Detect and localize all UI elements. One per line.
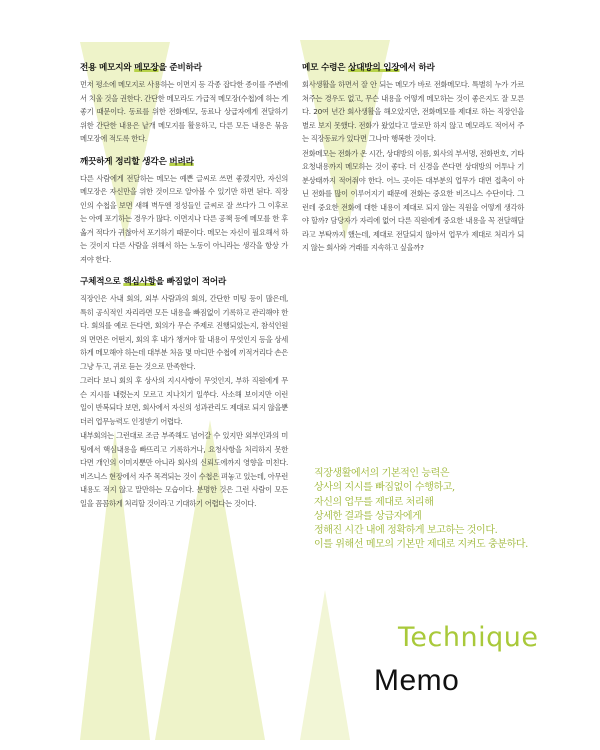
section-heading: 전용 메모지와 메모장을 준비하라 bbox=[80, 63, 202, 73]
heading-highlight: 메모장 bbox=[134, 63, 159, 73]
heading-highlight: 상대방의 입장 bbox=[348, 63, 400, 73]
title-technique: Technique bbox=[398, 622, 539, 653]
section-paragraph: 직장인은 사내 회의, 외부 사람과의 회의, 간단한 미팅 등이 많은데, 특히 공식적인 자리라면 모든 내용을 빠짐없이 기록하고 관리해야 한다. 회의를 예로 든다면, 회의가 무슨 주제로 진행되었는지, 참석인원의 면면은 어떤지, 회의 후 내가 챙겨야 할 내용이 무엇인지 등을 상세하게 메모해야 하는데 대부분 처음 몇 마디만 수첩에 끼적거리다 손은 그냥 두고, 귀로 듣는 것으로 만족한다. bbox=[80, 294, 288, 371]
pull-quote bbox=[314, 467, 554, 553]
pull-quote-line: 직장생활에서의 기본적인 능력은 bbox=[314, 468, 450, 479]
section-heading: 구체적으로 핵심사항을 빠짐없이 적어라 bbox=[80, 277, 227, 287]
pull-quote-line: 자신의 업무를 제대로 처리해 bbox=[314, 496, 434, 508]
section-heading: 메모 수령은 상대방의 입장에서 하라 bbox=[302, 63, 435, 73]
heading-highlight: 버려라 bbox=[169, 156, 194, 167]
pull-quote-line: 상세한 결과를 상급자에게 bbox=[314, 510, 422, 522]
pull-quote-line: 정해진 시간 내에 정확하게 보고하는 것이다. bbox=[314, 525, 498, 537]
section-phone-memo bbox=[302, 62, 524, 255]
section-paragraph: 다른 사람에게 전달하는 메모는 예쁜 글씨로 쓰면 좋겠지만, 자신의 메모장은 자신만을 위한 것이므로 알아볼 수 있기만 하면 된다. 직장인의 수첩을 보면 새해 벽두엔 정성들인 글씨로 잘 쓰다가 그 이후로는 아예 포기하는 경우가 많다. 이면지나 다른 공책 등에 메모를 한 후 옮겨 적다가 귀찮아서 포기하기 때문이다. 메모는 자신이 필요해서 하는 것이지 다른 사람을 위해서 하는 노동이 아니라는 생각을 항상 가져야 한다. bbox=[80, 173, 288, 264]
section-paragraph: 전화메모는 전화가 온 시간, 상대방의 이름, 회사의 부서명, 전화번호, 기타 요청내용까지 메모하는 것이 좋다. 더 신경을 쓴다면 상대방의 어투나 기분상태까지 적어줘야 한다. 어느 곳이든 대부분의 업무가 대면 접촉이 아닌 전화를 많이 이루어지기 때문에 전화는 중요한 비즈니스 수단이다. 그런데 중요한 전화에 대한 내용이 제대로 되지 않는 직원을 어떻게 생각하야 할까? 담당자가 자리에 없어 다른 직원에게 중요한 내용을 꼭 전달해달라고 부탁까지 했는데, 제대로 전달되지 않아서 업무가 제대로 처리가 되지 않는 회사와 거래를 지속하고 싶을까? bbox=[302, 148, 524, 252]
section-heading: 깨끗하게 정리할 생각은 버려라 bbox=[80, 156, 194, 167]
heading-highlight: 핵심사항 bbox=[123, 277, 156, 287]
pull-quote-line: 상사의 지시를 빠짐없이 수행하고, bbox=[314, 482, 455, 494]
section-paragraph: 회사생활을 하면서 잘 안 되는 메모가 바로 전화메모다. 특별히 누가 가르쳐주는 경우도 없고, 무슨 내용을 어떻게 메모하는 것이 좋은지도 잘 모른다. 20여 년간 회사생활을 해오았지만, 전화메모를 제대로 하는 직장인을 별로 보지 못했다. 전화가 왔었다고 말로만 하지 않고 메모라도 적어서 주는 직장동료가 있다면 그나마 행복한 것이다. bbox=[302, 80, 524, 143]
title-memo: Memo bbox=[374, 664, 460, 697]
section-paragraph: 먼저 평소에 메모지로 사용하는 이면지 등 각종 잡다한 종이를 주변에서 치울 것을 권한다. 간단한 메모라도 가급적 메모장(수첩)에 하는 게 좋기 때문이다. 동료를 위한 전화메모, 동료나 상급자에게 전달하기 위한 간단한 내용은 낱개 메모지를 활용하고, 다른 모든 내용은 묶음 메모장에 적도록 한다. bbox=[80, 80, 288, 143]
right-column bbox=[302, 62, 524, 265]
section-prepare-memo bbox=[80, 62, 288, 146]
section-paragraph: 그러다 보니 회의 후 상사의 지시사항이 무엇인지, 부하 직원에게 무슨 지시를 내렸는지 모르고 지나치기 일쑤다. 사소해 보이지만 이런 일이 반복되다 보면, 회사에서 자신의 성과관리도 제대로 되지 않을뿐더러 업무능력도 인정받기 어렵다. bbox=[80, 376, 288, 426]
pull-quote-line: 이를 위해선 메모의 기본만 제대로 지켜도 충분하다. bbox=[314, 539, 528, 551]
left-column bbox=[80, 62, 288, 520]
section-neatness bbox=[80, 156, 288, 267]
section-paragraph: 내부회의는 그런대로 조금 부족해도 넘어갈 수 있지만 외부인과의 미팅에서 핵심내용을 빠뜨리고 기록하거나, 요청사항을 처리하지 못한다면 개인의 이미지뿐만 아니라 회사의 신뢰도에까지 영향을 미친다. 비즈니스 현장에서 자주 목격되는 것이 수첩은 펴놓고 있는데, 아무런 내용도 적지 않고 말만하는 모습이다. 분명한 것은 그런 사람이 모든 일을 꼼꼼하게 처리할 것이라고 기대하기 어렵다는 것이다. bbox=[80, 431, 288, 508]
section-key-points bbox=[80, 276, 288, 510]
